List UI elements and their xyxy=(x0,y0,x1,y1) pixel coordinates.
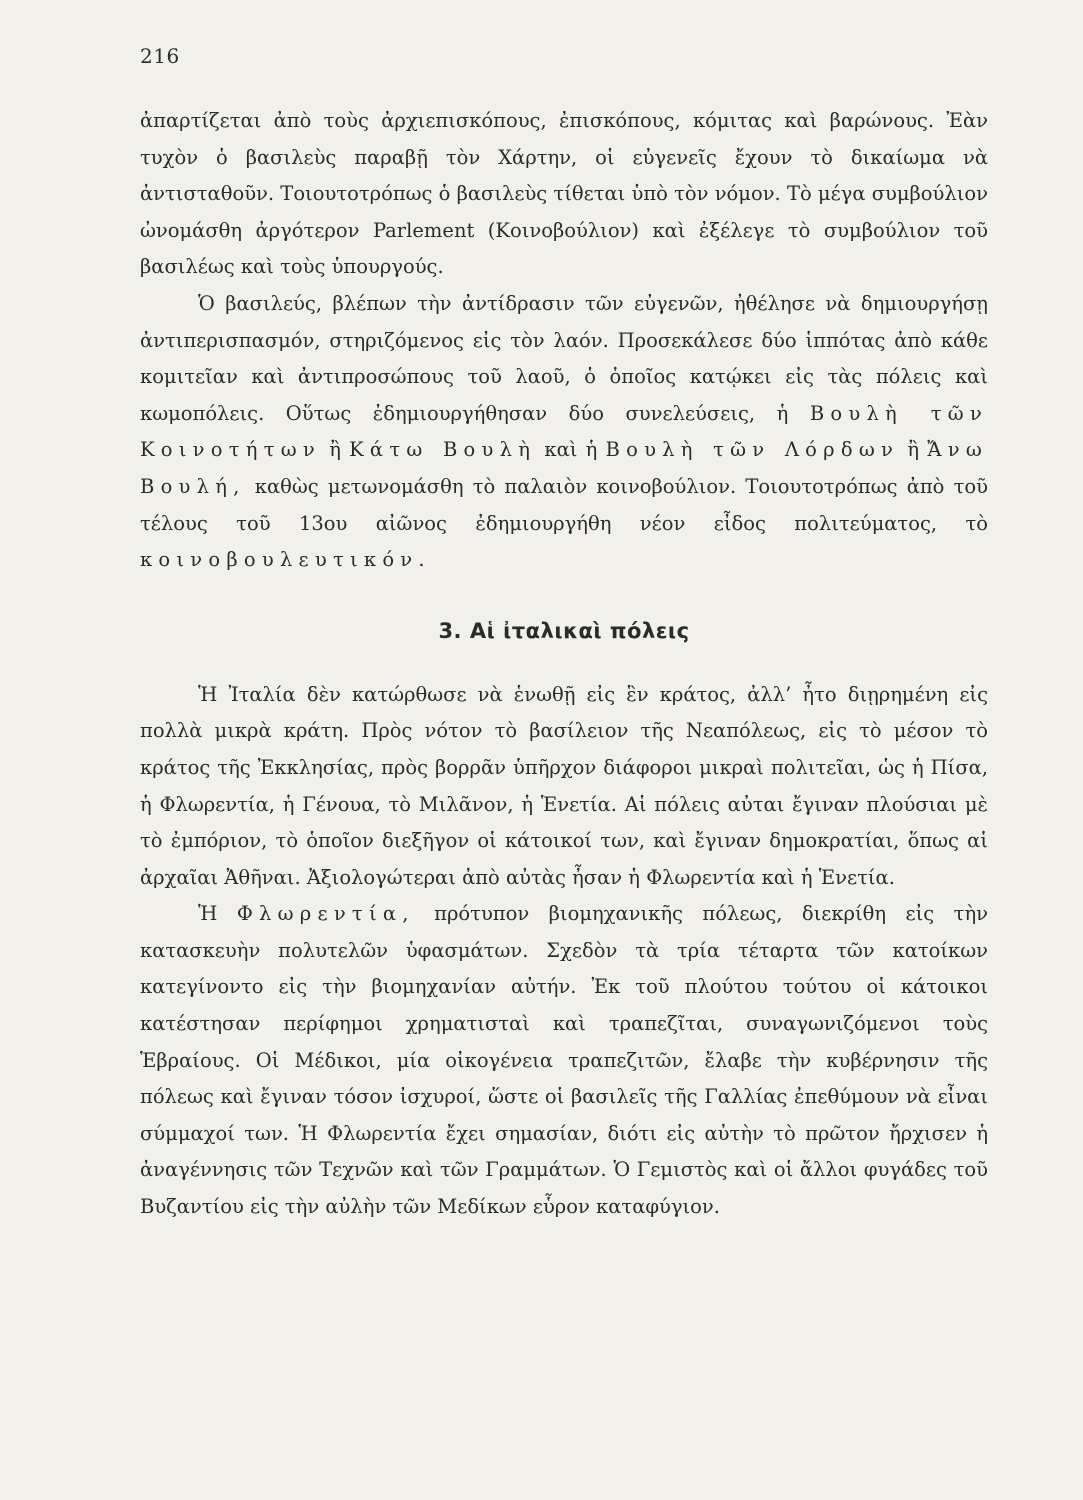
paragraph-florence-lead: Ἡ xyxy=(198,902,218,926)
connector-1: ἢ xyxy=(329,438,341,462)
term-upper-house-alt: Ἄνω Βουλή, xyxy=(140,438,989,498)
paragraph-house-creation-tail: καθὼς μετωνομάσθη τὸ παλαιὸν κοινοβούλιον. Τοιουτοτρόπως ἀπὸ τοῦ τέλους τοῦ 13ου αἰῶνος ἐδημιουργήθη νέον εἶδος πολιτεύματος, τὸ xyxy=(140,474,988,535)
section-heading: 3. Αἱ ἰταλικαὶ πόλεις xyxy=(438,618,690,643)
term-lower-house-alt: Κάτω Βουλὴ xyxy=(349,438,537,462)
paragraph-house-creation xyxy=(140,286,988,579)
closing-period: . xyxy=(418,548,425,572)
paragraph-italian-states: Ἡ Ἰταλία δὲν κατώρθωσε νὰ ἑνωθῇ εἰς ἓν κράτος, ἀλλ’ ἦτο διῃρημένη εἰς πολλὰ μικρὰ κράτη. Πρὸς νότον τὸ βασίλειον τῆς Νεαπόλεως, εἰς τὸ μέσον τὸ κράτος τῆς Ἐκκλησίας, πρὸς βορρᾶν ὑπῆρχον διάφοροι μικραὶ πολιτεῖαι, ὡς ἡ Πίσα, ἡ Φλωρεντία, ἡ Γένουα, τὸ Μιλᾶνον, ἡ Ἑνετία. Αἱ πόλεις αὐται ἔγιναν πλούσιαι μὲ τὸ ἐμπόριον, τὸ ὁποῖον διεξῆγον οἱ κάτοικοί των, καὶ ἔγιναν δημοκρατίαι, ὅπως αἱ ἀρχαῖαι Ἀθῆναι. Ἀξιολογώτεραι ἀπὸ αὐτὰς ἦσαν ἡ Φλωρεντία καὶ ἡ Ἑνετία. xyxy=(140,682,988,889)
page-text xyxy=(140,103,988,1226)
term-lower-house: Βουλὴ τῶν Κοινοτήτων xyxy=(140,401,988,462)
paragraph-parliament-composition: ἀπαρτίζεται ἀπὸ τοὺς ἀρχιεπισκόπους, ἐπισκόπους, κόμιτας καὶ βαρώνους. Ἐὰν τυχὸν ὁ βασιλεὺς παραβῇ τὸν Χάρτην, οἱ εὐγενεῖς ἔχουν τὸ δικαίωμα νὰ ἀντισταθοῦν. Τοιουτοτρόπως ὁ βασιλεὺς τίθεται ὑπὸ τὸν νόμον. Τὸ μέγα συμβούλιον ὠνομάσθη ἀργότερον Parlement (Κοινοβούλιον) καὶ ἐξέλεγε τὸ συμβούλιον τοῦ βασιλέως καὶ τοὺς ὑπουργούς. xyxy=(140,109,988,279)
connector-3: ἢ xyxy=(907,438,920,462)
connector-2: καὶ ἡ xyxy=(544,438,598,462)
term-upper-house: Βουλὴ τῶν Λόρδων xyxy=(605,438,900,462)
paragraph-florence xyxy=(140,896,988,1225)
term-florence: Φλωρεντία, xyxy=(236,902,415,926)
paragraph-florence-body: πρότυπον βιομηχανικῆς πόλεως, διεκρίθη εἰς τὴν κατασκευὴν πολυτελῶν ὑφασμάτων. Σχεδὸν τὰ τρία τέταρτα τῶν κατοίκων κατεγίνοντο εἰς τὴν βιομηχανίαν αὐτήν. Ἐκ τοῦ πλούτου τούτου οἱ κάτοικοι κατέστησαν περίφημοι χρηματισταὶ καὶ τραπεζῖται, συναγωνιζόμενοι τοὺς Ἑβραίους. Οἱ Μέδικοι, μία οἰκογένεια τραπεζιτῶν, ἔλαβε τὴν κυβέρνησιν τῆς πόλεως καὶ ἔγιναν τόσον ἰσχυροί, ὥστε οἱ βασιλεῖς τῆς Γαλλίας ἐπεθύμουν νὰ εἶναι σύμμαχοί των. Ἡ Φλωρεντία ἔχει σημασίαν, διότι εἰς αὐτὴν τὸ πρῶτον ἤρχισεν ἡ ἀναγέννησις τῶν Τεχνῶν καὶ τῶν Γραμμάτων. Ὁ Γεμιστὸς καὶ οἱ ἄλλοι φυγάδες τοῦ Βυζαντίου εἰς τὴν αὐλὴν τῶν Μεδίκων εὗρον καταφύγιον. xyxy=(140,902,988,1219)
term-parliamentary: κοινοβουλευτικόν xyxy=(140,548,419,572)
paragraph-house-creation-lead: Ὁ βασιλεύς, βλέπων τὴν ἀντίδρασιν τῶν εὐγενῶν, ἠθέλησε νὰ δημιουργήσῃ ἀντιπερισπασμόν, στηριζόμενος εἰς τὸν λαόν. Προσεκάλεσε δύο ἱππότας ἀπὸ κάθε κομιτεῖαν καὶ ἀντιπροσώπους τοῦ λαοῦ, ὁ ὁποῖος κατῴκει εἰς τὰς πόλεις καὶ κωμοπόλεις. Οὕτως ἐδημιουργήθησαν δύο συνελεύσεις, ἡ xyxy=(140,291,988,425)
page-number: 216 xyxy=(140,44,180,68)
